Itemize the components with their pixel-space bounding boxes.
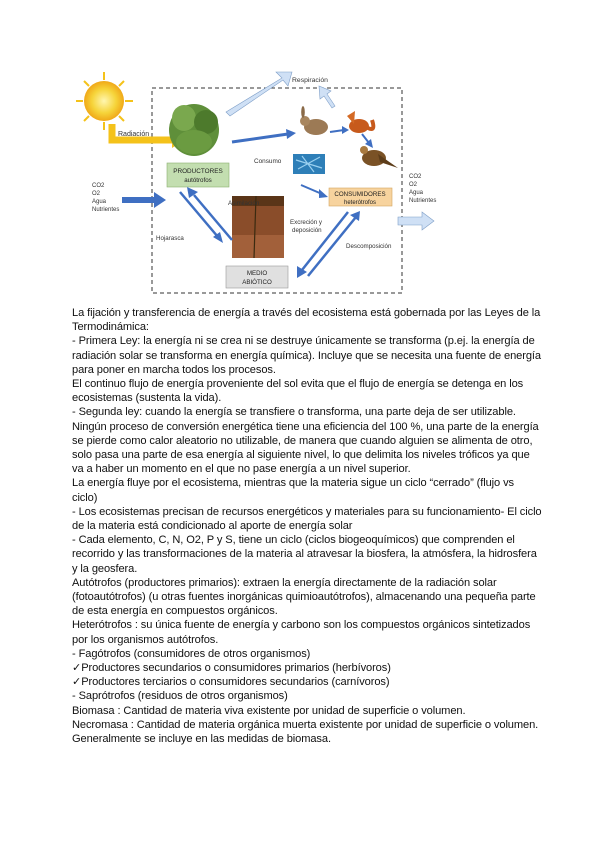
radiation-label: Radiación	[118, 131, 150, 138]
second-law-paragraph: - Segunda ley: cuando la energía se transfiere o transforma, una parte deja de ser utilizable. Ningún proceso de conversión energética tiene una eficiencia del 100 %, una parte de la energía se pierde como calor aleatorio no utilizable, de manera que cuando alguien se alimenta de otro, solo pasa una parte de esa energía al siguiente nivel, lo que delimita los niveles tróficos ya que va a haber un momento en el que no pase energía a un nivel superior.	[72, 406, 539, 476]
abiotic-title: MEDIO	[246, 270, 268, 277]
respiration-arrow-left	[226, 72, 292, 116]
svg-text:Nutrientes: Nutrientes	[409, 198, 437, 204]
biomass-paragraph: Biomasa : Cantidad de materia viva existente por unidad de superficie o volumen.	[72, 704, 466, 717]
outputs-arrow	[398, 212, 434, 230]
deposition-label: deposición	[292, 227, 322, 234]
consumers-subtitle: heterótrofos	[343, 200, 377, 206]
necromass-paragraph: Necromasa : Cantidad de materia orgánica muerta existente por unidad de superficie o volumen. Generalmente se incluye en las medidas de biomasa.	[72, 718, 539, 746]
producers-subtitle: autótrofos	[184, 177, 212, 184]
svg-text:Agua: Agua	[92, 199, 107, 205]
outputs-label	[409, 174, 436, 204]
consumption-arrow-1	[232, 134, 288, 142]
sun-icon	[76, 72, 133, 130]
autotrophs-paragraph: Autótrofos (productores primarios): extraen la energía directamente de la radiación solar (fotoautótrofos) (u otras fuentes inorgánicas quimioautótrofos), almacenando una pequeña parte de esta energía en compuestos orgánicos.	[72, 576, 536, 618]
leaf-litter-arrow	[180, 192, 218, 237]
consumers-arrow	[301, 185, 322, 194]
heterotrophs-paragraph: Heterótrofos : su única fuente de energía y carbono son los compuestos orgánicos sintetizados por los organismos autótrofos.	[72, 619, 531, 646]
consumption-label: Consumo	[254, 158, 282, 165]
sun-flow-paragraph: El continuo flujo de energía proveniente del sol evita que el flujo de energía se detenga en los ecosistemas (sustenta la vida).	[72, 378, 524, 405]
saprotrophs-item: - Saprótrofos (residuos de otros organismos)	[72, 690, 288, 703]
abiotic-subtitle: ABIÓTICO	[242, 279, 272, 286]
leaf-litter-label: Hojarasca	[156, 235, 184, 242]
respiration-label: Respiración	[292, 77, 328, 84]
carnivores-item: ✓Productores terciarios o consumidores secundarios (carnívoros)	[72, 676, 390, 689]
ecosystem-diagram	[76, 70, 456, 296]
svg-text:O2: O2	[92, 191, 101, 197]
svg-text:CO2: CO2	[409, 174, 422, 180]
excretion-arrowhead	[297, 266, 307, 278]
svg-text:CO2: CO2	[92, 183, 105, 189]
consumption-arrowhead-2	[342, 126, 349, 134]
phagotrophs-item: - Fagótrofos (consumidores de otros organismos)	[72, 647, 311, 660]
energy-matter-paragraph: La energía fluye por el ecosistema, mientras que la materia sigue un ciclo “cerrado” (flujo vs ciclo)	[72, 477, 514, 504]
inputs-label	[92, 183, 119, 213]
respiration-arrow-right	[319, 86, 335, 108]
plant-icon	[169, 104, 219, 156]
consumers-arrowhead	[319, 189, 328, 198]
excretion-label: Excreción y	[290, 219, 322, 226]
first-law-paragraph: - Primera Ley: la energía ni se crea ni se destruye únicamente se transforma (p.ej. la energía de radiación solar se transforma en energía química). Incluye que se necesita una fuente de energía para poner en marcha todos los procesos.	[72, 335, 541, 376]
consumption-arrow-2	[330, 130, 344, 132]
svg-text:Agua: Agua	[409, 190, 424, 196]
svg-text:Nutrientes: Nutrientes	[92, 207, 120, 213]
consumers-title: CONSUMIDORES	[334, 191, 386, 198]
fox-icon	[347, 111, 373, 133]
intro-paragraph: La fijación y transferencia de energía a través del ecosistema está gobernada por las Leyes de la Termodinámica:	[72, 307, 541, 334]
assimilation-arrow	[194, 195, 232, 240]
decomposition-label: Descomposición	[346, 243, 392, 250]
producers-title: PRODUCTORES	[173, 168, 223, 175]
biogeochemical-paragraph: - Cada elemento, C, N, O2, P y S, tiene un ciclo (ciclos biogeoquímicos) que comprenden el recorrido y las transformaciones de la materia al atravesar la biosfera, la atmósfera, la hidrosfera y la geosfera.	[72, 534, 537, 575]
eagle-icon	[360, 146, 398, 168]
assimilation-label: Asimilación	[228, 200, 260, 207]
inputs-arrowhead	[154, 192, 166, 208]
consumption-arrowhead-1	[286, 129, 296, 139]
body-text	[72, 306, 542, 746]
svg-text:O2: O2	[409, 182, 418, 188]
resources-paragraph: - Los ecosistemas precisan de recursos energéticos y materiales para su funcionamiento- El ciclo de la materia está condicionado al aporte de energía solar	[72, 505, 542, 533]
herbivores-item: ✓Productores secundarios o consumidores primarios (herbívoros)	[72, 662, 391, 675]
rabbit-icon	[300, 106, 328, 135]
